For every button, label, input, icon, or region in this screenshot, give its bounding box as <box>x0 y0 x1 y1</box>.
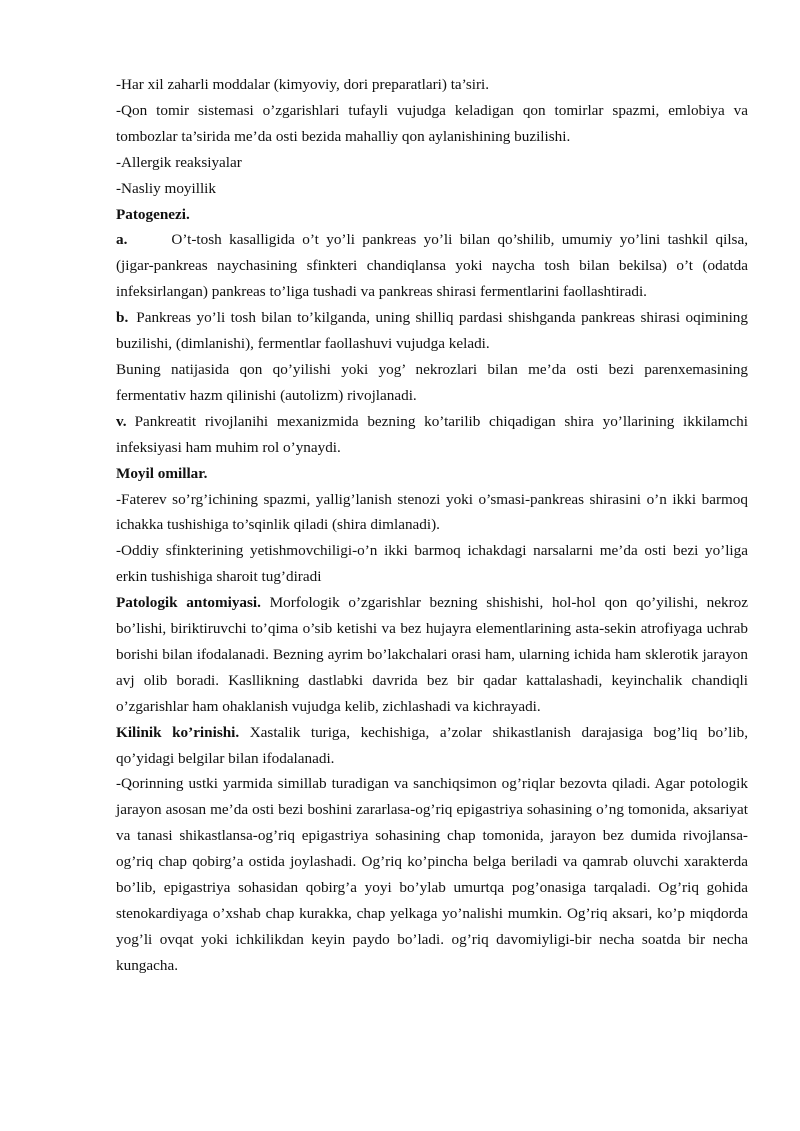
paragraph-toxic-substances: -Har xil zaharli moddalar (kimyoviy, dori preparatlari) ta’siri. <box>116 76 490 93</box>
text-clinical-picture: Xastalik turiga, kechishiga, a’zolar shikastlanish darajasiga bog’liq bo’lib, qo’yidagi belgilar bilan ifodalanadi. <box>116 723 749 767</box>
paragraph-item-b-continued: Buning natijasida qon qo’yilishi yoki yog’ nekrozlari bilan me’da osti bezi parenxemasining fermentativ hazm qilinishi (autolizm) rivojlanadi. <box>116 360 748 404</box>
heading-pathogenesis: Patogenezi. <box>116 205 190 223</box>
paragraph-clinical-picture <box>116 720 748 772</box>
item-text-b: Pankreas yo’li tosh bilan to’kilganda, uning shilliq pardasi shishganda pankreas shirasi oqimining buzilishi, (dimlanishi), fermentlar faollashuvi vujudga keladi. <box>116 309 748 353</box>
item-text-a: O’t-tosh kasalligida o’t yo’li pankreas yo’li bilan qo’shilib, umumiy yo’lini tashkil qilsa, (jigar-pankreas naychasining sfinkteri chandiqlansa yoki naycha tosh bilan bekilsa) o’t (odatda infeksirlangan) pankreas to’liga tushadi va pankreas shirasi fermentlarini faollashtiradi. <box>116 231 748 301</box>
paragraph-vascular-changes: -Qon tomir sistemasi o’zgarishlari tufayli vujudga keladigan qon tomirlar spazmi, emlobiya va tombozlar ta’sirida me’da osti bezida mahalliy qon aylanishining buzilishi. <box>116 101 748 145</box>
paragraph-hereditary: -Nasliy moyillik <box>116 179 216 197</box>
heading-clinical-picture: Kilinik ko’rinishi. <box>116 723 240 741</box>
paragraph-pathological-anatomy <box>116 590 748 720</box>
heading-predisposing-factors: Moyil omillar. <box>116 464 208 482</box>
item-marker-b: b. <box>116 309 129 327</box>
paragraph-item-a <box>116 227 748 305</box>
paragraph-allergic: -Allergik reaksiyalar <box>116 153 242 171</box>
text-pathological-anatomy: Morfologik o’zgarishlar bezning shishishi, hol-hol qon qo’yilishi, nekroz bo’lishi, biriktiruvchi to’qima o’sib ketishi va bez hujayra elementlarining asta-sekin atrofiyaga uchrab borishi bilan ifodalanadi. Bezning ayrim bo’lakchalari orasi ham, ularning ichida ham sklerotik jarayon avj olib boradi. Kasllikning dastlabki davrida bez bir qadar kattalashadi, keyinchalik chandiqli o’zgarishlar ham ohaklanish vujudga kelib, zichlashadi va kichrayadi. <box>116 594 748 715</box>
paragraph-item-v <box>116 409 748 461</box>
paragraph-abdominal-pain: -Qorinning ustki yarmida simillab turadigan va sanchiqsimon og’riqlar bezovta qiladi. Agar potologik jarayon asosan me’da osti bezi boshini zararlasa-og’riq epigastriya sohasining o’ng tomonida, aksariyat va tanasi shikastlansa-og’riq epigastriya sohasining chap tomonida, jarayon bez dumida rivojlansa-og’riq chap qobirg’a ostida joylashadi. Og’riq ko’pincha belga beriladi va qamrab oluvchi xarakterda bo’lib, epigastriya sohasidan qobirg’a yoyi bo’ylab umurtqa pog’onasiga tarqaladi. Og’riq gohida stenokardiyaga o’xshab chap kurakka, chap yelkaga yo’nalishi mumkin. Og’riq aksari, ko’p miqdorda yog’li ovqat yoki ichkilikdan keyin paydo bo’ladi. og’riq davomiyligi-bir necha soatda bir necha kungacha. <box>116 775 748 974</box>
item-marker-v: v. <box>116 412 127 430</box>
heading-pathological-anatomy: Patologik antomiyasi. <box>116 594 261 612</box>
paragraph-item-b <box>116 305 748 357</box>
document-page <box>116 72 748 979</box>
item-marker-a: a. <box>116 231 128 249</box>
item-text-v: Pankreatit rivojlanihi mexanizmida bezning ko’tarilib chiqadigan shira yo’llarining ikkilamchi infeksiyasi ham muhim rol o’ynaydi. <box>116 412 748 456</box>
paragraph-sphincter-insufficiency: -Oddiy sfinkterining yetishmovchiligi-o’n ikki barmoq ichakdagi narsalarni me’da osti bezi yo’liga erkin tushishiga sharoit tug’diradi <box>116 542 748 586</box>
paragraph-faterev-spasm: -Faterev so’rg’ichining spazmi, yallig’lanish stenozi yoki o’smasi-pankreas shirasini o’n ikki barmoq ichakka tushishiga to’sqinlik qiladi (shira dimlanadi). <box>116 490 748 534</box>
